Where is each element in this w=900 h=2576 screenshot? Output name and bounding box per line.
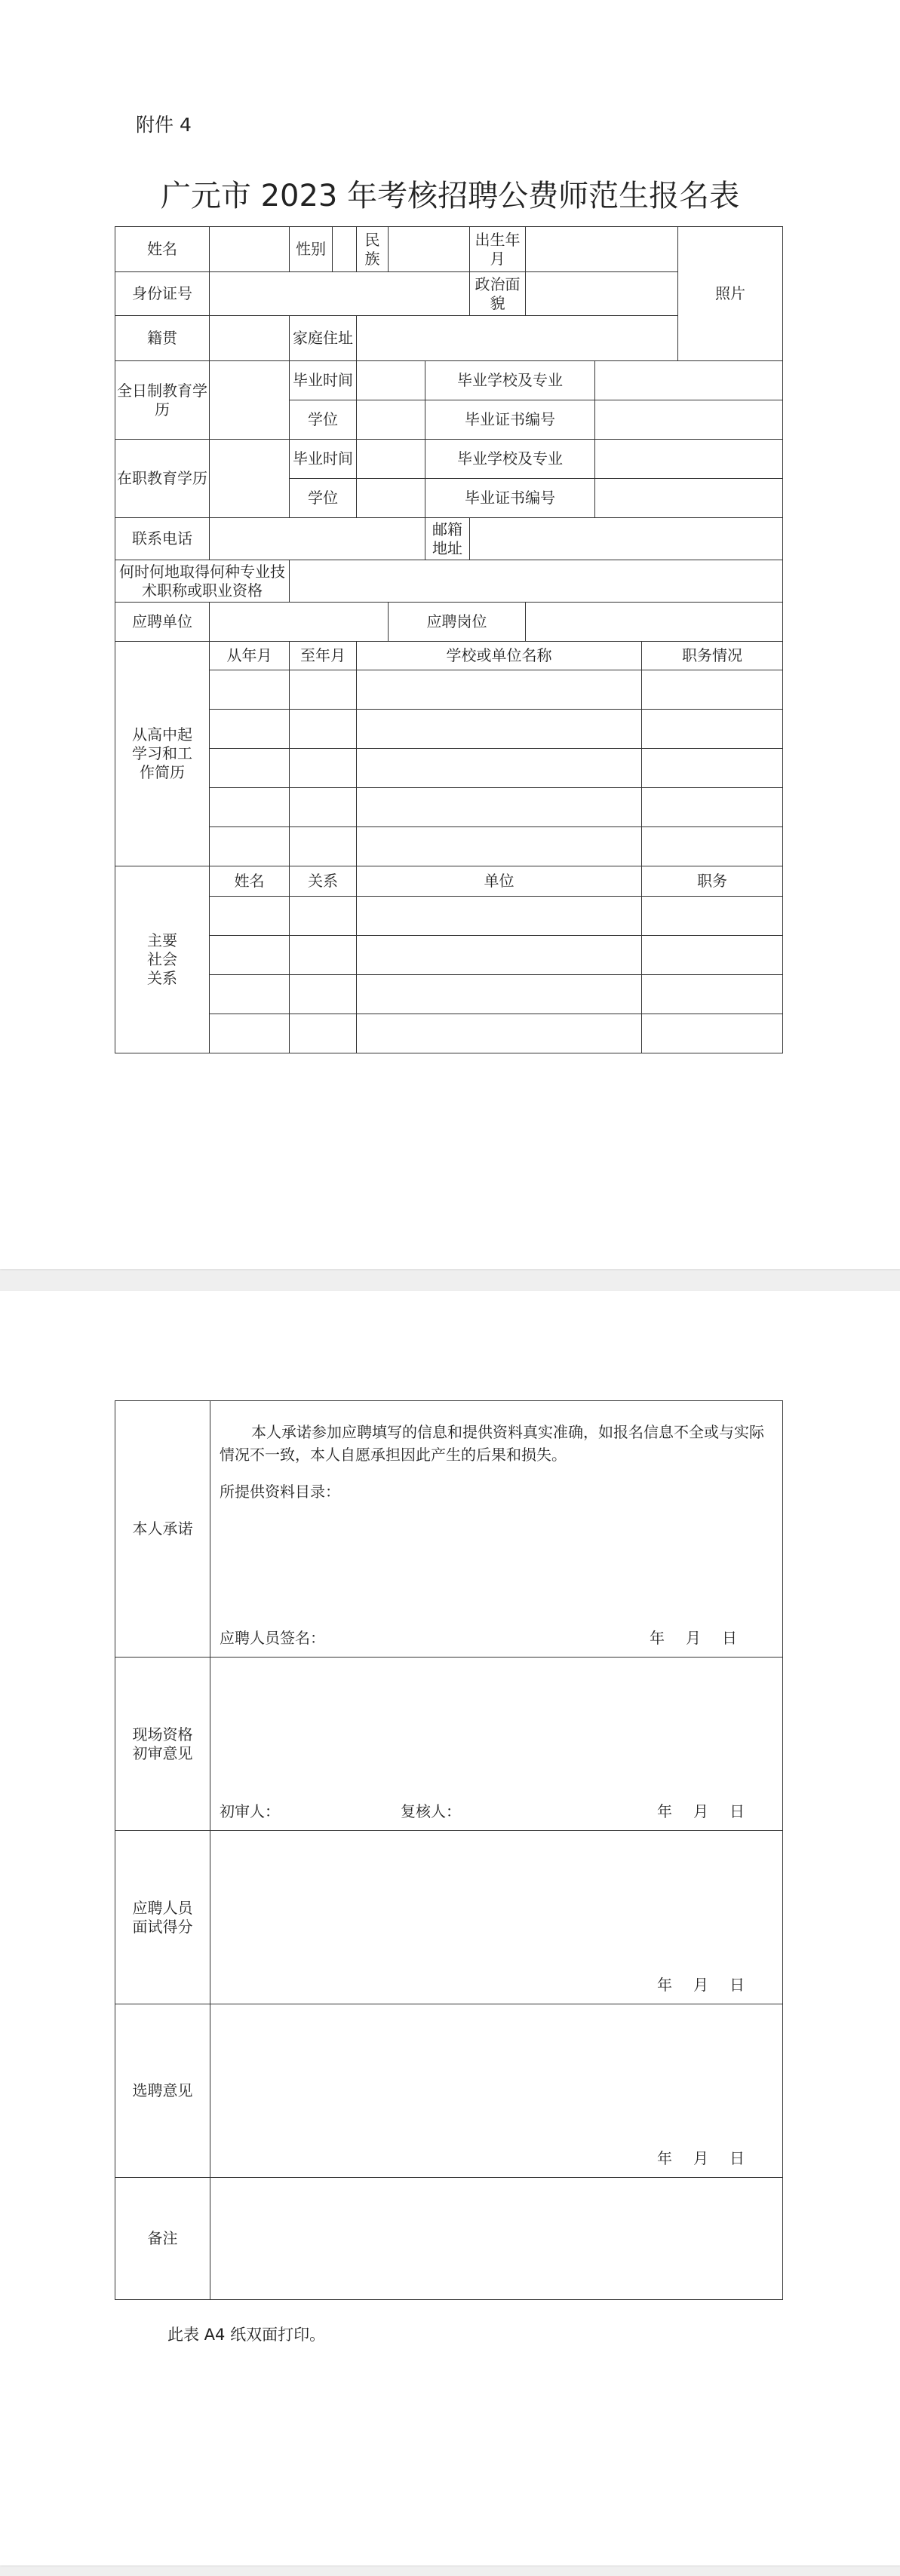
- resume-cell[interactable]: [357, 788, 642, 827]
- page-title: 广元市 2023 年考核招聘公费师范生报名表: [160, 179, 740, 213]
- name-label: 姓名: [115, 227, 210, 272]
- pledge-label: 本人承诺: [115, 1401, 210, 1658]
- interview-date-row: [220, 1976, 745, 1995]
- photo-box[interactable]: 照片: [678, 227, 783, 361]
- social-cell[interactable]: [357, 897, 642, 936]
- pledge-text: 本人承诺参加应聘填写的信息和提供资料真实准确，如报名信息不全或与实际情况不一致，本人自愿承担因此产生的后果和损失。: [220, 1423, 764, 1464]
- fulltime-degree-label: 学位: [290, 400, 357, 440]
- political-field[interactable]: [526, 272, 678, 316]
- resume-cell[interactable]: [357, 827, 642, 866]
- selection-cell[interactable]: [210, 2004, 783, 2178]
- social-row: [115, 897, 783, 936]
- selection-date-row: [220, 2149, 745, 2168]
- social-cell[interactable]: [290, 936, 357, 975]
- day-label: 日: [730, 2149, 745, 2167]
- resume-cell[interactable]: [642, 670, 783, 710]
- birth-field[interactable]: [526, 227, 678, 272]
- fulltime-grad-school-label: 毕业学校及专业: [425, 361, 595, 400]
- native-place-label: 籍贯: [115, 316, 210, 361]
- ethnicity-label: 民族: [357, 227, 389, 272]
- resume-cell[interactable]: [642, 788, 783, 827]
- apply-post-label: 应聘岗位: [389, 603, 526, 642]
- interview-label: 应聘人员面试得分: [115, 1831, 210, 2004]
- resume-cell[interactable]: [357, 749, 642, 788]
- birth-label: 出生年月: [470, 227, 526, 272]
- social-row: [115, 1014, 783, 1053]
- day-label: 日: [722, 1629, 737, 1647]
- qualification-label: 何时何地取得何种专业技术职称或职业资格: [115, 560, 290, 603]
- social-cell[interactable]: [210, 1014, 290, 1053]
- initial-reviewer-label: 初审人：: [220, 1802, 280, 1820]
- home-address-field[interactable]: [357, 316, 678, 361]
- rechecker-label: 复核人：: [401, 1802, 461, 1820]
- fulltime-edu-label: 全日制教育学历: [115, 361, 210, 440]
- social-cell[interactable]: [290, 975, 357, 1014]
- resume-cell[interactable]: [642, 827, 783, 866]
- resume-cell[interactable]: [290, 749, 357, 788]
- fulltime-degree-field[interactable]: [357, 400, 425, 440]
- social-header-relation: 关系: [290, 866, 357, 897]
- day-label: 日: [730, 1802, 745, 1820]
- social-cell[interactable]: [642, 1014, 783, 1053]
- fulltime-cert-field[interactable]: [595, 400, 783, 440]
- parttime-grad-school-label: 毕业学校及专业: [425, 440, 595, 479]
- resume-cell[interactable]: [210, 670, 290, 710]
- parttime-degree-field[interactable]: [357, 479, 425, 518]
- resume-header-to: 至年月: [290, 642, 357, 670]
- signature-label: 应聘人员签名：: [220, 1629, 325, 1647]
- month-label: 月: [693, 2149, 708, 2167]
- resume-row: [115, 788, 783, 827]
- parttime-grad-time-label: 毕业时间: [290, 440, 357, 479]
- social-cell[interactable]: [210, 897, 290, 936]
- resume-row: [115, 710, 783, 749]
- social-header-name: 姓名: [210, 866, 290, 897]
- resume-row: [115, 749, 783, 788]
- day-label: 日: [730, 1976, 745, 1994]
- apply-post-field[interactable]: [526, 603, 783, 642]
- fulltime-edu-field[interactable]: [210, 361, 290, 440]
- page-2: [0, 1291, 900, 2565]
- social-cell[interactable]: [642, 975, 783, 1014]
- fulltime-grad-school-field[interactable]: [595, 361, 783, 400]
- native-place-field[interactable]: [210, 316, 290, 361]
- home-address-label: 家庭住址: [290, 316, 357, 361]
- gender-label: 性别: [290, 227, 333, 272]
- email-field[interactable]: [470, 518, 783, 560]
- review-sign-row: [220, 1802, 745, 1821]
- resume-cell[interactable]: [642, 749, 783, 788]
- resume-cell[interactable]: [290, 827, 357, 866]
- signature-row: [220, 1629, 737, 1648]
- interview-cell[interactable]: [210, 1831, 783, 2004]
- resume-cell[interactable]: [210, 827, 290, 866]
- social-cell[interactable]: [642, 936, 783, 975]
- name-field[interactable]: [210, 227, 290, 272]
- fulltime-grad-time-label: 毕业时间: [290, 361, 357, 400]
- ethnicity-field[interactable]: [389, 227, 470, 272]
- social-cell[interactable]: [210, 975, 290, 1014]
- review-table: [115, 1400, 783, 2300]
- year-label: 年: [657, 1976, 672, 1994]
- social-cell[interactable]: [357, 975, 642, 1014]
- social-row: [115, 936, 783, 975]
- year-label: 年: [657, 1802, 672, 1820]
- month-label: 月: [686, 1629, 701, 1647]
- attachment-label: 附件 4: [136, 114, 192, 136]
- social-header-duty: 职务: [642, 866, 783, 897]
- social-cell[interactable]: [642, 897, 783, 936]
- fulltime-cert-label: 毕业证书编号: [425, 400, 595, 440]
- page-1: [0, 0, 900, 1269]
- remarks-cell[interactable]: [210, 2178, 783, 2300]
- review-label: 现场资格初审意见: [115, 1658, 210, 1831]
- parttime-edu-field[interactable]: [210, 440, 290, 518]
- resume-cell[interactable]: [290, 670, 357, 710]
- id-number-field[interactable]: [210, 272, 470, 316]
- resume-cell[interactable]: [290, 788, 357, 827]
- email-label: 邮箱地址: [425, 518, 470, 560]
- resume-header-duty: 职务情况: [642, 642, 783, 670]
- month-label: 月: [693, 1802, 708, 1820]
- social-row: [115, 975, 783, 1014]
- parttime-degree-label: 学位: [290, 479, 357, 518]
- resume-row: [115, 670, 783, 710]
- resume-cell[interactable]: [357, 710, 642, 749]
- parttime-edu-label: 在职教育学历: [115, 440, 210, 518]
- pledge-cell[interactable]: [210, 1401, 783, 1658]
- parttime-cert-label: 毕业证书编号: [425, 479, 595, 518]
- gender-field[interactable]: [333, 227, 357, 272]
- id-number-label: 身份证号: [115, 272, 210, 316]
- resume-cell[interactable]: [357, 670, 642, 710]
- year-label: 年: [657, 2149, 672, 2167]
- social-cell[interactable]: [210, 936, 290, 975]
- parttime-grad-time-field[interactable]: [357, 440, 425, 479]
- political-label: 政治面貌: [470, 272, 526, 316]
- registration-table: [115, 226, 783, 1053]
- social-cell[interactable]: [357, 1014, 642, 1053]
- remarks-label: 备注: [115, 2178, 210, 2300]
- apply-unit-field[interactable]: [210, 603, 389, 642]
- apply-unit-label: 应聘单位: [115, 603, 210, 642]
- month-label: 月: [693, 1976, 708, 1994]
- social-label: 主要社会关系: [115, 866, 210, 1053]
- year-label: 年: [650, 1629, 665, 1647]
- resume-label: 从高中起学习和工作简历: [115, 642, 210, 866]
- resume-row: [115, 827, 783, 866]
- phone-label: 联系电话: [115, 518, 210, 560]
- resume-cell[interactable]: [290, 710, 357, 749]
- fulltime-grad-time-field[interactable]: [357, 361, 425, 400]
- parttime-cert-field[interactable]: [595, 479, 783, 518]
- materials-label: 所提供资料目录：: [220, 1483, 340, 1501]
- social-header-unit: 单位: [357, 866, 642, 897]
- social-cell[interactable]: [357, 936, 642, 975]
- social-cell[interactable]: [290, 897, 357, 936]
- parttime-grad-school-field[interactable]: [595, 440, 783, 479]
- footer-note: 此表 A4 纸双面打印。: [167, 2326, 326, 2344]
- selection-label: 选聘意见: [115, 2004, 210, 2178]
- qualification-field[interactable]: [290, 560, 783, 603]
- resume-cell[interactable]: [642, 710, 783, 749]
- resume-cell[interactable]: [210, 749, 290, 788]
- resume-header-from: 从年月: [210, 642, 290, 670]
- resume-cell[interactable]: [210, 710, 290, 749]
- resume-header-school: 学校或单位名称: [357, 642, 642, 670]
- resume-cell[interactable]: [210, 788, 290, 827]
- phone-field[interactable]: [210, 518, 425, 560]
- review-cell[interactable]: [210, 1658, 783, 1831]
- social-cell[interactable]: [290, 1014, 357, 1053]
